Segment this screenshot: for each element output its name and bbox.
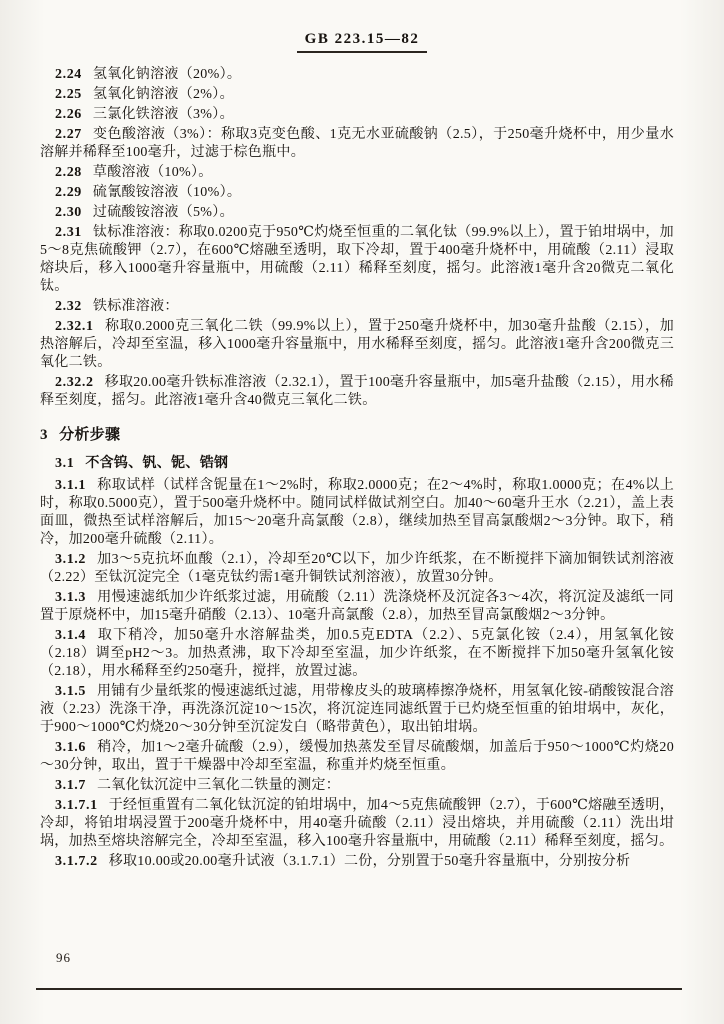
clause-3-1-1 [40,477,674,549]
clause-text: 三氯化铁溶液（3%）。 [92,107,234,122]
clause-2-26 [40,106,674,124]
clause-text: 称取试样（试样含铌量在1～2%时，称取2.0000克；在2～4%时，称取1.0000克；在4%以上时，称取0.5000克），置于500毫升烧杯中。随同试样做试剂空白。加40～60毫升王水（2.21），盖上表面皿，微热至试样溶解后，加15～20毫升高氯酸（2.8），继续加热至冒高氯酸烟2～3分钟。取下，稍冷，加200毫升硫酸（2.11）。 [40,478,674,547]
page-number: 96 [56,950,71,965]
clause-number: 2.29 [55,185,82,200]
clause-number: 3.1.1 [55,478,86,493]
clause-number: 3.1.3 [55,590,86,605]
clause-text: 移取10.00或20.00毫升试液（3.1.7.1）二份，分别置于50毫升容量瓶中，分别按分析 [108,854,631,869]
clause-number: 2.25 [55,87,82,102]
clause-2-32 [40,298,674,316]
clause-3-1-4 [40,627,674,681]
clause-number: 2.27 [55,127,82,142]
clause-text: 移取20.00毫升铁标准溶液（2.32.1），置于100毫升容量瓶中，加5毫升盐酸（2.15），用水稀释至刻度，摇匀。此溶液1毫升含40微克三氧化二铁。 [40,375,674,408]
clause-number: 3.1.2 [55,552,86,567]
section-heading-3 [40,426,674,444]
standard-number: GB 223.15—82 [297,31,428,53]
clause-text: 草酸溶液（10%）。 [92,165,213,180]
clause-2-25 [40,86,674,104]
clause-text: 称取0.2000克三氧化二铁（99.9%以上），置于250毫升烧杯中，加30毫升盐酸（2.15），加热溶解后，冷却至室温，移入1000毫升容量瓶中，用水稀释至刻度，摇匀。此溶液1毫升含200微克三氧化二铁。 [40,319,674,370]
document-header [0,30,724,53]
footer-rule [36,988,682,990]
clause-3-1 [40,455,674,473]
clause-2-27 [40,126,674,162]
clause-2-31 [40,224,674,296]
clause-3-1-3 [40,589,674,625]
clause-number: 3.1 [55,456,75,471]
clause-2-28 [40,164,674,182]
clause-3-1-7 [40,777,674,795]
clause-number: 2.30 [55,205,82,220]
clause-3-1-7-1 [40,797,674,851]
clause-number: 2.31 [55,225,82,240]
clause-number: 3.1.5 [55,684,86,699]
clause-number: 2.32 [55,299,82,314]
clause-2-24 [40,66,674,84]
clause-number: 2.26 [55,107,82,122]
clause-text: 氢氧化钠溶液（20%）。 [92,67,242,82]
clause-number: 2.28 [55,165,82,180]
clause-text: 于经恒重置有二氧化钛沉淀的铂坩埚中，加4～5克焦硫酸钾（2.7），于600℃熔融至透明，冷却，将铂坩埚浸置于200毫升烧杯中，用40毫升硫酸（2.11）浸出熔块，并用硫酸（2.11）洗出坩埚，加热至熔块溶解完全，冷却至室温，移入100毫升容量瓶中，用硫酸（2.11）稀释至刻度，摇匀。 [40,798,674,849]
clause-number: 3.1.7.1 [55,798,98,813]
clause-text: 硫氰酸铵溶液（10%）。 [92,185,242,200]
clause-2-30 [40,204,674,222]
clause-number: 2.32.2 [55,375,94,390]
clause-text: 氢氧化钠溶液（2%）。 [92,87,234,102]
clause-text: 二氧化钛沉淀中三氧化二铁量的测定： [97,778,341,793]
clause-text: 稍冷，加1～2毫升硫酸（2.9），缓慢加热蒸发至冒尽硫酸烟，加盖后于950～1000℃灼烧20～30分钟，取出，置于干燥器中冷却至室温，称重并灼烧至恒重。 [40,740,674,773]
clause-text: 不含钨、钒、铌、锆钢 [85,456,229,471]
clause-text: 加3～5克抗坏血酸（2.1），冷却至20℃以下，加少许纸浆，在不断搅拌下滴加铜铁试剂溶液（2.22）至钛沉淀完全（1毫克钛约需1毫升铜铁试剂溶液），放置30分钟。 [40,552,674,585]
clause-number: 3.1.4 [55,628,86,643]
clause-text: 钛标准溶液：称取0.0200克于950℃灼烧至恒重的二氧化钛（99.9%以上），置于铂坩埚中，加5～8克焦硫酸钾（2.7），在600℃熔融至透明，取下冷却，置于400毫升烧杯中，用硫酸（2.11）浸取熔块后，移入1000毫升容量瓶中，用硫酸（2.11）稀释至刻度，摇匀。此溶液1毫升含20微克二氧化钛。 [40,225,674,294]
clause-text: 变色酸溶液（3%）：称取3克变色酸、1克无水亚硫酸钠（2.5），于250毫升烧杯中，用少量水溶解并稀释至100毫升，过滤于棕色瓶中。 [40,127,674,160]
clause-number: 3 [40,427,49,443]
clause-3-1-2 [40,551,674,587]
clause-text: 用铺有少量纸浆的慢速滤纸过滤，用带橡皮头的玻璃棒擦净烧杯，用氢氧化铵-硝酸铵混合溶液（2.23）洗涤干净，再洗涤沉淀10～15次，将沉淀连同滤纸置于已灼烧至恒重的铂坩埚中，灰化，于900～1000℃灼烧20～30分钟至沉淀发白（略带黄色），取出铂坩埚。 [40,684,674,735]
clause-number: 3.1.6 [55,740,86,755]
clause-3-1-6 [40,739,674,775]
clause-text: 分析步骤 [59,427,121,443]
clause-text: 过硫酸铵溶液（5%）。 [92,205,234,220]
clause-number: 3.1.7 [55,778,86,793]
clause-number: 3.1.7.2 [55,854,98,869]
clause-text: 取下稍冷，加50毫升水溶解盐类，加0.5克EDTA（2.2）、5克氯化铵（2.4），用氢氧化铵（2.18）调至pH2～3。加热煮沸，取下冷却至室温，加少许纸浆，在不断搅拌下加50毫升氢氧化铵（2.18），用水稀释至约250毫升，搅拌，放置过滤。 [40,628,674,679]
clause-2-32-1 [40,318,674,372]
clause-3-1-7-2 [40,853,674,871]
clause-2-32-2 [40,374,674,410]
document-body [40,64,674,871]
clause-text: 用慢速滤纸加少许纸浆过滤，用硫酸（2.11）洗涤烧杯及沉淀各3～4次，将沉淀及滤纸一同置于原烧杯中，加15毫升硝酸（2.13）、10毫升高氯酸（2.8），加热至冒高氯酸烟2～3分钟。 [40,590,674,623]
clause-2-29 [40,184,674,202]
clause-number: 2.24 [55,67,82,82]
clause-3-1-5 [40,683,674,737]
clause-text: 铁标准溶液： [92,299,179,314]
clause-number: 2.32.1 [55,319,94,334]
